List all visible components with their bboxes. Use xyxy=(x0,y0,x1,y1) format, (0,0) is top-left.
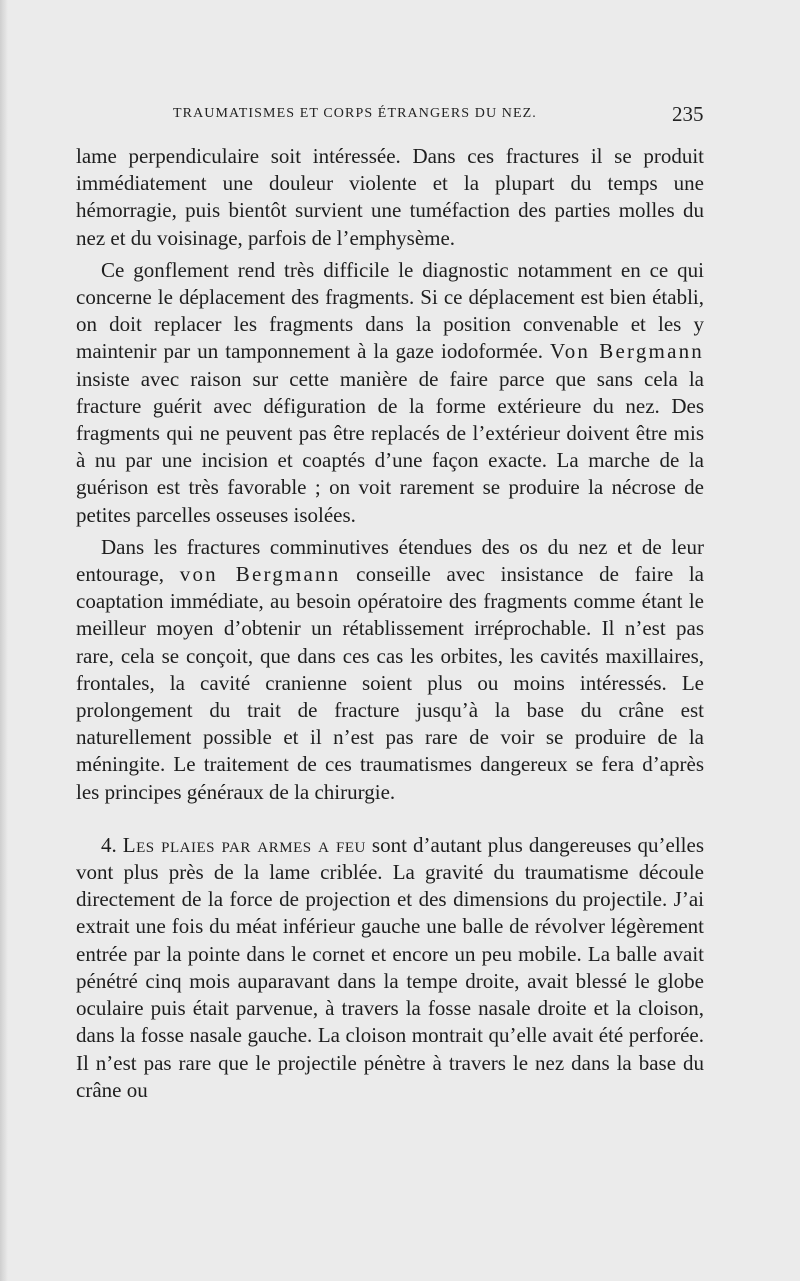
running-title: TRAUMATISMES ET CORPS ÉTRANGERS DU NEZ. xyxy=(173,106,537,121)
paragraph-4 xyxy=(76,832,704,1104)
paragraph-2-text-start: Ce gonflement rend très difficile le diagnostic notamment en ce qui concerne le déplacement des fragments. Si ce déplacement est bien établi, on doit replacer les fragments dans la position convenable et les y maintenir par un tamponnement à la gaze iodoformée. xyxy=(76,257,704,364)
paragraph-3 xyxy=(76,534,704,806)
page-header xyxy=(0,104,800,132)
section-number: 4. xyxy=(101,832,117,857)
author-name-von-bergmann-2: von Bergmann xyxy=(179,562,341,587)
page-edge-shadow xyxy=(0,0,8,1281)
paragraph-3-text-start: Dans les fractures comminutives étendues des os du nez et de leur entourage, xyxy=(76,534,704,587)
paragraph-1-text: lame perpendiculaire soit intéressée. Dans ces fractures il se produit immédiatement une douleur violente et la plupart du temps une hémorragie, puis bientôt survient une tuméfaction des parties molles du nez et du voisinage, parfois de l’emphysème. xyxy=(76,144,704,250)
author-name-von-bergmann: Von Bergmann xyxy=(550,339,704,364)
paragraph-2 xyxy=(76,257,704,529)
paragraph-2-text-end: insiste avec raison sur cette manière de faire parce que sans cela la fracture guérit avec défiguration de la forme extérieure du nez. Des fragments qui ne peuvent pas être replacés de l’extérieur doivent être mis à nu par une incision et coaptés d’une façon exacte. La marche de la guérison est très favorable ; on voit rarement se produire la nécrose de petites parcelles osseuses isolées. xyxy=(76,366,704,527)
paragraph-1 xyxy=(76,143,704,252)
section-heading: Les plaies par armes a feu xyxy=(122,832,366,857)
page-number: 235 xyxy=(672,102,704,126)
paragraph-4-text: sont d’autant plus dangereuses qu’elles vont plus près de la lame criblée. La gravité du traumatisme découle directement de la force de projection et des dimensions du projectile. J’ai extrait une fois du méat inférieur gauche une balle de révolver légèrement entrée par la pointe dans le cornet et encore un peu mobile. La balle avait pénétré cinq mois auparavant dans la tempe droite, avait blessé le globe oculaire puis était parvenue, à travers la fosse nasale droite et la cloison, dans la fosse nasale gauche. La cloison montrait qu’elle avait été perforée. Il n’est pas rare que le projectile pénètre à travers le nez dans la base du crâne ou xyxy=(76,832,705,1102)
paragraph-3-text-end: conseille avec insistance de faire la coaptation immédiate, au besoin opératoire des fragments comme étant le meilleur moyen d’obtenir un rétablissement irréprochable. Il n’est pas rare, cela se conçoit, que dans ces cas les orbites, les cavités maxillaires, frontales, la cavité cranienne soient plus ou moins intéressés. Le prolongement du trait de fracture jusqu’à la base du crâne est naturellement possible et il n’est pas rare de voir se produire de la méningite. Le traitement de ces traumatismes dangereux se fera d’après les principes généraux de la chirurgie. xyxy=(76,562,705,804)
body-text xyxy=(76,143,704,1104)
